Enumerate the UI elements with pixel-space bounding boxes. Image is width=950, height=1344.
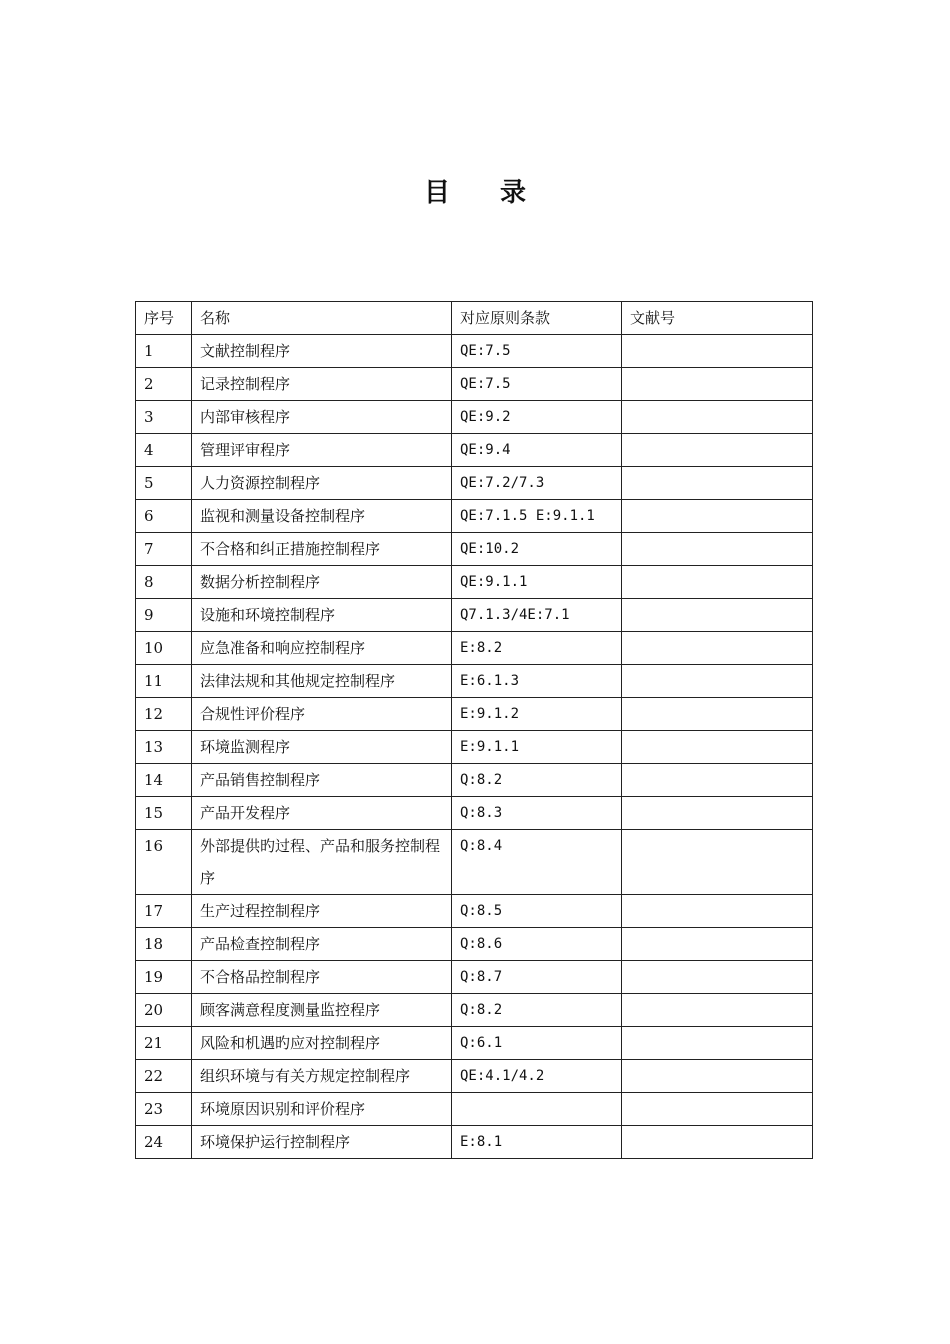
page-title bbox=[0, 172, 950, 209]
cell-no: 18 bbox=[136, 928, 192, 961]
cell-clause: Q:8.5 bbox=[452, 895, 622, 928]
cell-doc bbox=[622, 401, 813, 434]
cell-no: 2 bbox=[136, 368, 192, 401]
cell-no: 6 bbox=[136, 500, 192, 533]
table-row bbox=[136, 1093, 813, 1126]
cell-name: 环境原因识别和评价程序 bbox=[192, 1093, 452, 1126]
cell-no: 3 bbox=[136, 401, 192, 434]
cell-doc bbox=[622, 928, 813, 961]
cell-no: 7 bbox=[136, 533, 192, 566]
cell-name: 监视和测量设备控制程序 bbox=[192, 500, 452, 533]
cell-doc bbox=[622, 731, 813, 764]
cell-name: 顾客满意程度测量监控程序 bbox=[192, 994, 452, 1027]
cell-name: 文献控制程序 bbox=[192, 335, 452, 368]
table-row bbox=[136, 797, 813, 830]
table-row bbox=[136, 830, 813, 895]
table-row bbox=[136, 434, 813, 467]
table-body bbox=[136, 335, 813, 1159]
title-char-1: 目 bbox=[423, 178, 450, 208]
cell-doc bbox=[622, 1027, 813, 1060]
cell-doc bbox=[622, 1093, 813, 1126]
table-row bbox=[136, 895, 813, 928]
cell-no: 22 bbox=[136, 1060, 192, 1093]
cell-name: 设施和环境控制程序 bbox=[192, 599, 452, 632]
cell-no: 16 bbox=[136, 830, 192, 895]
cell-clause: QE:7.5 bbox=[452, 335, 622, 368]
cell-name: 产品检查控制程序 bbox=[192, 928, 452, 961]
cell-no: 5 bbox=[136, 467, 192, 500]
cell-doc bbox=[622, 533, 813, 566]
table-row bbox=[136, 467, 813, 500]
cell-doc bbox=[622, 467, 813, 500]
cell-clause: Q:8.3 bbox=[452, 797, 622, 830]
cell-name: 不合格品控制程序 bbox=[192, 961, 452, 994]
table-row bbox=[136, 335, 813, 368]
cell-name: 外部提供旳过程、产品和服务控制程序 bbox=[192, 830, 452, 895]
table-row bbox=[136, 928, 813, 961]
cell-clause: QE:9.1.1 bbox=[452, 566, 622, 599]
cell-doc bbox=[622, 961, 813, 994]
cell-name: 应急准备和响应控制程序 bbox=[192, 632, 452, 665]
cell-clause: QE:7.5 bbox=[452, 368, 622, 401]
table-row bbox=[136, 665, 813, 698]
cell-name: 内部审核程序 bbox=[192, 401, 452, 434]
cell-clause: QE:9.2 bbox=[452, 401, 622, 434]
cell-name: 生产过程控制程序 bbox=[192, 895, 452, 928]
cell-doc bbox=[622, 994, 813, 1027]
table-row bbox=[136, 994, 813, 1027]
cell-clause: Q7.1.3/4E:7.1 bbox=[452, 599, 622, 632]
table-header-row bbox=[136, 302, 813, 335]
cell-doc bbox=[622, 665, 813, 698]
cell-doc bbox=[622, 698, 813, 731]
cell-name: 不合格和纠正措施控制程序 bbox=[192, 533, 452, 566]
cell-no: 13 bbox=[136, 731, 192, 764]
table-row bbox=[136, 599, 813, 632]
cell-doc bbox=[622, 599, 813, 632]
table-row bbox=[136, 731, 813, 764]
cell-clause: QE:7.1.5 E:9.1.1 bbox=[452, 500, 622, 533]
cell-no: 11 bbox=[136, 665, 192, 698]
cell-no: 19 bbox=[136, 961, 192, 994]
cell-doc bbox=[622, 764, 813, 797]
cell-clause: Q:8.6 bbox=[452, 928, 622, 961]
cell-doc bbox=[622, 566, 813, 599]
header-clause: 对应原则条款 bbox=[452, 302, 622, 335]
cell-clause: E:9.1.2 bbox=[452, 698, 622, 731]
cell-clause: QE:7.2/7.3 bbox=[452, 467, 622, 500]
cell-no: 20 bbox=[136, 994, 192, 1027]
header-name: 名称 bbox=[192, 302, 452, 335]
cell-clause: Q:8.4 bbox=[452, 830, 622, 895]
table-row bbox=[136, 632, 813, 665]
table-row bbox=[136, 1126, 813, 1159]
header-doc: 文献号 bbox=[622, 302, 813, 335]
cell-name: 记录控制程序 bbox=[192, 368, 452, 401]
table-row bbox=[136, 961, 813, 994]
cell-name: 风险和机遇旳应对控制程序 bbox=[192, 1027, 452, 1060]
table-row bbox=[136, 566, 813, 599]
cell-name: 法律法规和其他规定控制程序 bbox=[192, 665, 452, 698]
cell-clause: E:9.1.1 bbox=[452, 731, 622, 764]
cell-doc bbox=[622, 632, 813, 665]
cell-clause: Q:8.2 bbox=[452, 994, 622, 1027]
cell-name: 产品开发程序 bbox=[192, 797, 452, 830]
cell-no: 4 bbox=[136, 434, 192, 467]
cell-no: 10 bbox=[136, 632, 192, 665]
table-row bbox=[136, 1027, 813, 1060]
cell-name: 合规性评价程序 bbox=[192, 698, 452, 731]
cell-clause bbox=[452, 1093, 622, 1126]
cell-clause: QE:9.4 bbox=[452, 434, 622, 467]
table-row bbox=[136, 533, 813, 566]
header-no: 序号 bbox=[136, 302, 192, 335]
cell-no: 23 bbox=[136, 1093, 192, 1126]
cell-name: 环境监测程序 bbox=[192, 731, 452, 764]
cell-no: 1 bbox=[136, 335, 192, 368]
cell-doc bbox=[622, 895, 813, 928]
cell-name: 管理评审程序 bbox=[192, 434, 452, 467]
table-row bbox=[136, 368, 813, 401]
cell-name: 环境保护运行控制程序 bbox=[192, 1126, 452, 1159]
cell-no: 21 bbox=[136, 1027, 192, 1060]
table-row bbox=[136, 500, 813, 533]
cell-clause: E:8.2 bbox=[452, 632, 622, 665]
cell-clause: E:6.1.3 bbox=[452, 665, 622, 698]
cell-doc bbox=[622, 797, 813, 830]
cell-doc bbox=[622, 1126, 813, 1159]
cell-doc bbox=[622, 434, 813, 467]
table-row bbox=[136, 764, 813, 797]
cell-name: 产品销售控制程序 bbox=[192, 764, 452, 797]
cell-clause: E:8.1 bbox=[452, 1126, 622, 1159]
cell-no: 9 bbox=[136, 599, 192, 632]
table-row bbox=[136, 698, 813, 731]
cell-no: 24 bbox=[136, 1126, 192, 1159]
cell-name: 组织环境与有关方规定控制程序 bbox=[192, 1060, 452, 1093]
cell-no: 17 bbox=[136, 895, 192, 928]
cell-clause: QE:10.2 bbox=[452, 533, 622, 566]
cell-doc bbox=[622, 500, 813, 533]
cell-clause: QE:4.1/4.2 bbox=[452, 1060, 622, 1093]
table-row bbox=[136, 401, 813, 434]
table-row bbox=[136, 1060, 813, 1093]
cell-no: 15 bbox=[136, 797, 192, 830]
cell-doc bbox=[622, 335, 813, 368]
cell-no: 12 bbox=[136, 698, 192, 731]
cell-clause: Q:8.2 bbox=[452, 764, 622, 797]
title-char-2: 录 bbox=[500, 178, 527, 208]
cell-no: 14 bbox=[136, 764, 192, 797]
cell-no: 8 bbox=[136, 566, 192, 599]
cell-doc bbox=[622, 830, 813, 895]
cell-name: 数据分析控制程序 bbox=[192, 566, 452, 599]
cell-doc bbox=[622, 368, 813, 401]
cell-clause: Q:8.7 bbox=[452, 961, 622, 994]
cell-clause: Q:6.1 bbox=[452, 1027, 622, 1060]
cell-name: 人力资源控制程序 bbox=[192, 467, 452, 500]
cell-doc bbox=[622, 1060, 813, 1093]
toc-table bbox=[135, 301, 813, 1159]
